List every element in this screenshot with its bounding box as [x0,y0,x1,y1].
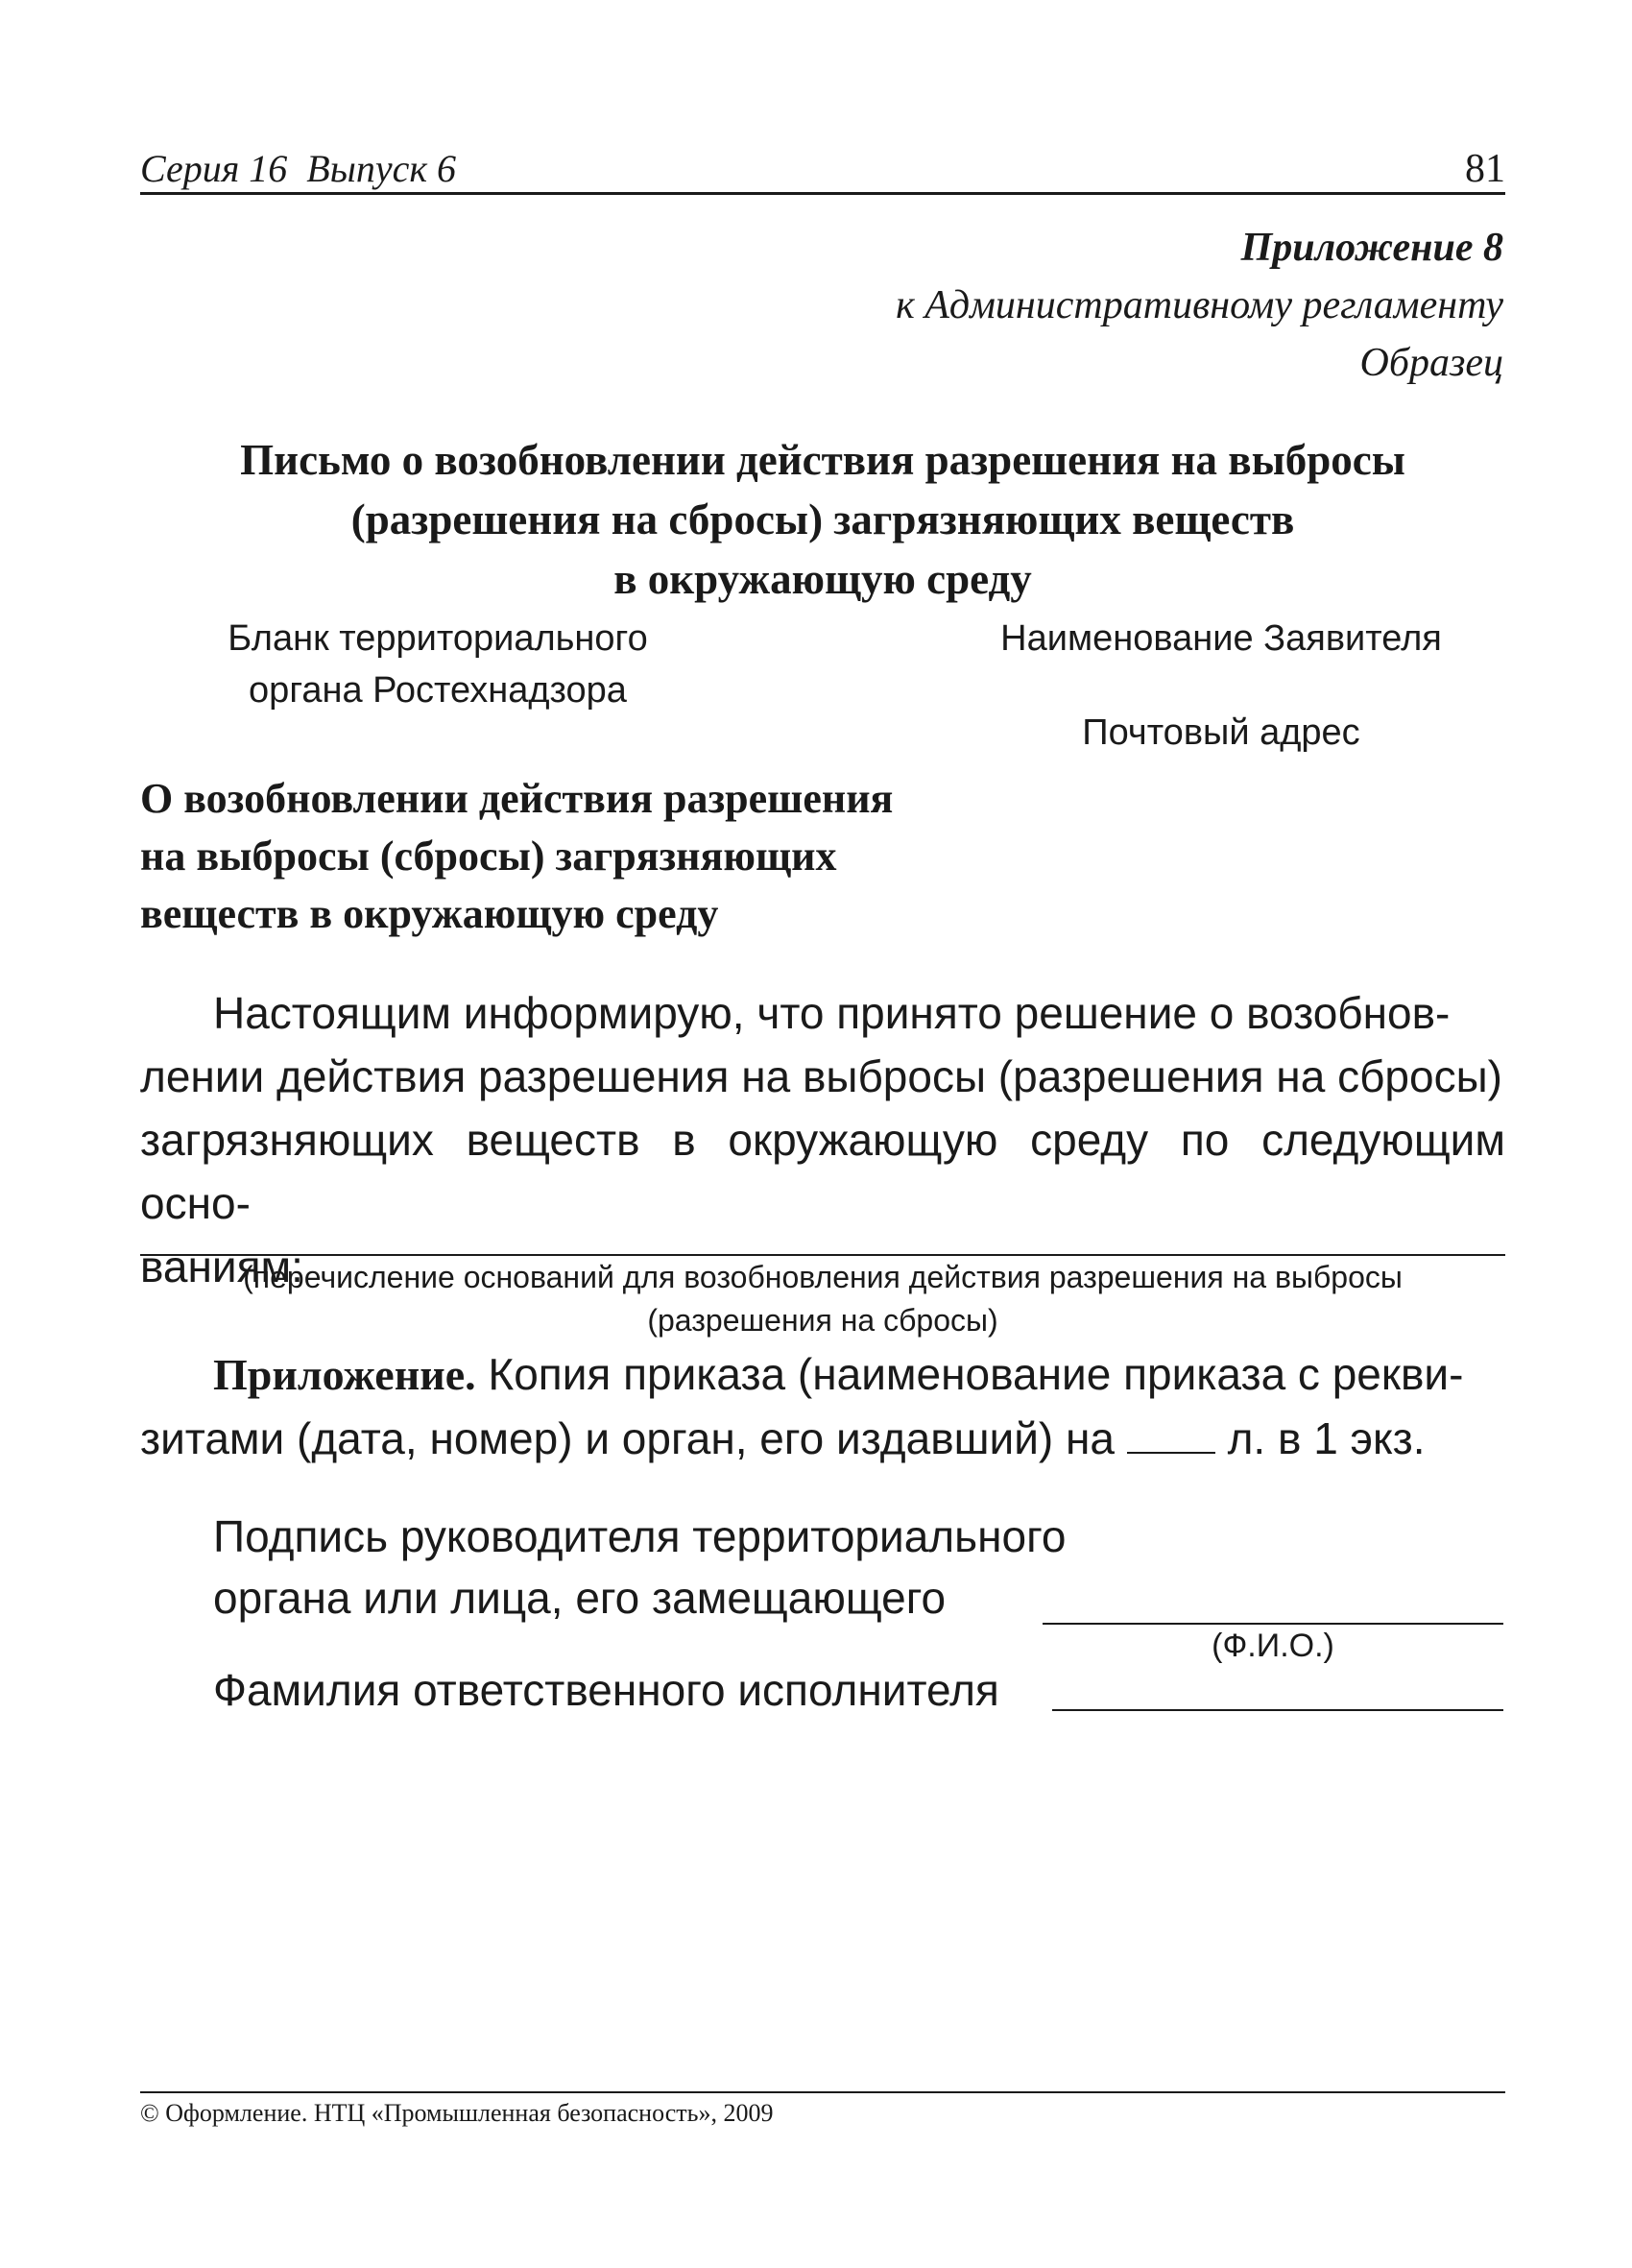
document-title [140,430,1505,609]
subject-line: на выбросы (сбросы) загрязняющих [140,832,837,880]
reasons-caption [140,1256,1505,1342]
caption-line: (разрешения на сбросы) [647,1303,998,1338]
header-divider [140,192,1505,195]
fio-caption: (Ф.И.О.) [1212,1628,1334,1664]
body-line: ваниям: [140,1242,303,1291]
executor-fill-line [1052,1709,1503,1711]
subject-line: веществ в окружающую среду [140,890,719,937]
applicant-name: Наименование Заявителя [1000,618,1442,659]
letterhead-block [188,613,687,716]
attachment-paragraph [140,1342,1505,1470]
attachment-text: Копия приказа (наименование приказа с рекви- [475,1349,1464,1399]
executor-label: Фамилия ответственного исполнителя [213,1665,999,1715]
running-header-series: Серия 16 Выпуск 6 [140,147,457,190]
footer-divider [140,2091,1505,2093]
signature-block [213,1506,1096,1629]
body-line: лении действия разрешения на выбросы (разрешения на сбросы) [140,1051,1502,1101]
title-line: в окружающую среду [613,555,1032,603]
sample-label: Образец [1359,341,1503,385]
caption-line: (перечисление оснований для возобновления действия разрешения на выбросы [243,1260,1403,1294]
attachment-label: Приложение. [213,1350,476,1399]
letter-body [140,981,1505,1298]
footer-copyright: © Оформление. НТЦ «Промышленная безопасность», 2009 [140,2099,774,2127]
sheet-count-blank [1127,1413,1215,1454]
attachment-text: зитами (дата, номер) и орган, его издавший) на [140,1413,1127,1463]
letter-subject [140,770,1004,943]
postal-address: Почтовый адрес [1082,712,1360,753]
attachment-text: л. в 1 экз. [1214,1413,1426,1463]
title-line: (разрешения на сбросы) загрязняющих веществ [350,495,1295,543]
subject-line: О возобновлении действия разрешения [140,775,894,822]
signature-label-line: Подпись руководителя территориального [213,1511,1067,1561]
appendix-label: Приложение 8 [1240,226,1503,270]
appendix-reference: к Административному регламенту [896,283,1503,327]
body-line: загрязняющих веществ в окружающую среду по следующим осно- [140,1115,1505,1228]
title-line: Письмо о возобновлении действия разрешения на выбросы [240,436,1405,484]
attachment-line [140,1342,1505,1407]
letterhead-line: органа Ростехнадзора [249,670,627,711]
attachment-line [140,1407,1505,1470]
signature-label-line: органа или лица, его замещающего [213,1573,947,1623]
appendix-block [543,219,1503,392]
page-number: 81 [1465,147,1505,191]
body-line: Настоящим информирую, что принято решение о возобнов- [213,988,1451,1038]
letterhead-line: Бланк территориального [228,618,648,659]
